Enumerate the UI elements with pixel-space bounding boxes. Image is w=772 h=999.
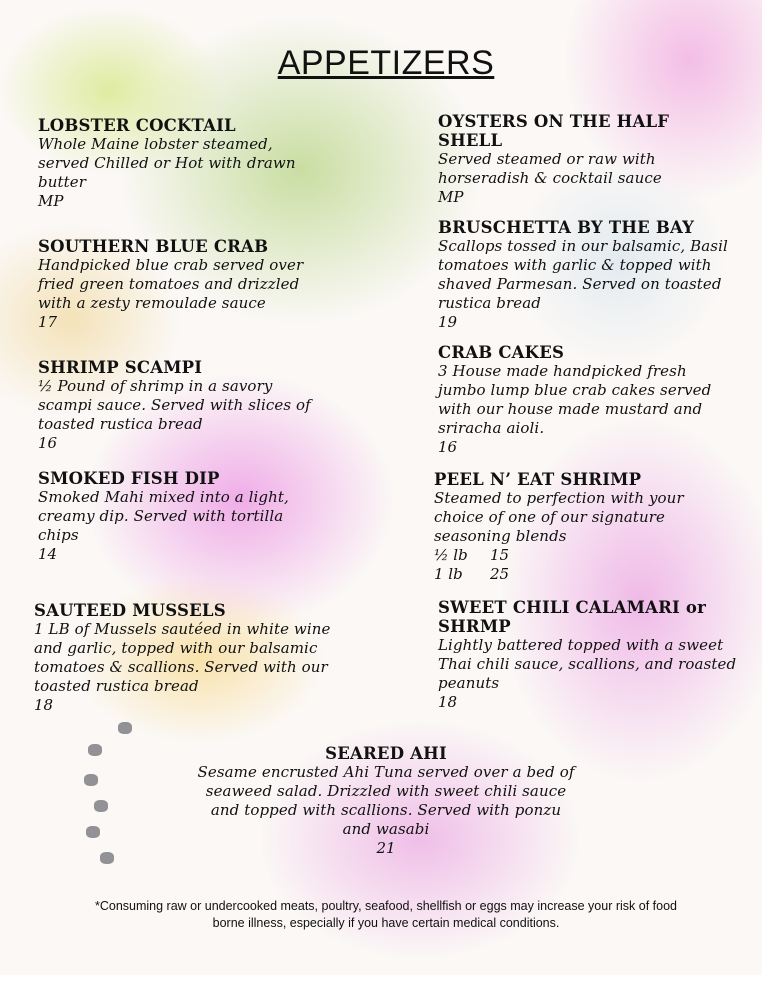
item-price: 18 [34,696,54,714]
menu-item-sweet-chili-calamari [438,598,738,712]
item-price: 25 [490,565,510,583]
pebble-decoration [94,800,108,812]
item-price: 21 [376,839,396,857]
item-name: SEARED AHI [325,744,447,763]
item-description: 3 House made handpicked fresh jumbo lump blue crab cakes served with our house made mustard and sriracha aioli. [438,362,712,437]
item-name: SHRIMP SCAMPI [38,358,203,377]
item-name: BRUSCHETTA BY THE BAY [438,218,695,237]
menu-item-sauteed-mussels [34,601,344,715]
item-description: Scallops tossed in our balsamic, Basil tomatoes with garlic & topped with shaved Parmesan. Served on toasted rustica bread [438,237,728,312]
item-name: SWEET CHILI CALAMARI or SHRMP [438,598,707,636]
item-description: Sesame encrusted Ahi Tuna served over a bed of seaweed salad. Drizzled with sweet chili sauce and topped with scallions. Served with ponzu and wasabi [197,763,575,838]
pebble-decoration [84,774,98,786]
item-description: Lightly battered topped with a sweet Thai chili sauce, scallions, and roasted peanuts [438,636,737,692]
item-description: Whole Maine lobster steamed, served Chilled or Hot with drawn butter [38,135,296,191]
item-size: ½ lb [434,546,468,564]
item-price: 15 [490,546,510,564]
item-price: MP [38,192,64,210]
pebble-decoration [86,826,100,838]
item-name: LOBSTER COCKTAIL [38,116,236,135]
menu-item-crab-cakes [438,343,738,457]
menu-item-shrimp-scampi [38,358,338,453]
menu-item-bruschetta-by-the-bay [438,218,738,332]
item-price: 17 [38,313,58,331]
item-size: 1 lb [434,565,463,583]
menu-item-seared-ahi [186,744,586,858]
item-price: 16 [38,434,58,452]
item-size-price-row [434,546,734,565]
item-price: MP [438,188,464,206]
menu-item-oysters-half-shell [438,112,738,207]
pebble-decoration [88,744,102,756]
item-price: 14 [38,545,58,563]
item-size-price-row [434,565,734,584]
item-price: 18 [438,693,458,711]
food-safety-disclaimer: *Consuming raw or undercooked meats, poultry, seafood, shellfish or eggs may increase your risk of food borne illness, especially if you have certain medical conditions. [94,899,677,930]
item-description: Handpicked blue crab served over fried green tomatoes and drizzled with a zesty remoulade sauce [38,256,304,312]
item-name: SOUTHERN BLUE CRAB [38,237,269,256]
item-price: 16 [438,438,458,456]
item-description: Smoked Mahi mixed into a light, creamy dip. Served with tortilla chips [38,488,289,544]
pebble-decoration [100,852,114,864]
item-name: OYSTERS ON THE HALF SHELL [438,112,670,150]
item-name: PEEL N’ EAT SHRIMP [434,470,642,489]
item-name: SAUTEED MUSSELS [34,601,226,620]
item-description: Served steamed or raw with horseradish & cocktail sauce [438,150,662,187]
item-name: SMOKED FISH DIP [38,469,220,488]
menu-item-peel-n-eat-shrimp [434,470,734,584]
item-description: Steamed to perfection with your choice of one of our signature seasoning blends [434,489,684,545]
item-description: ½ Pound of shrimp in a savory scampi sauce. Served with slices of toasted rustica bread [38,377,311,433]
menu-title: APPETIZERS [277,44,495,82]
menu-item-smoked-fish-dip [38,469,338,564]
item-description: 1 LB of Mussels sautéed in white wine and garlic, topped with our balsamic tomatoes & scallions. Served with our toasted rustica bread [34,620,331,695]
menu-item-southern-blue-crab [38,237,338,332]
item-name: CRAB CAKES [438,343,565,362]
page-margin-right [762,0,772,999]
page-margin-bottom [0,975,772,999]
item-price: 19 [438,313,458,331]
pebble-decoration [118,722,132,734]
menu-item-lobster-cocktail [38,116,338,211]
